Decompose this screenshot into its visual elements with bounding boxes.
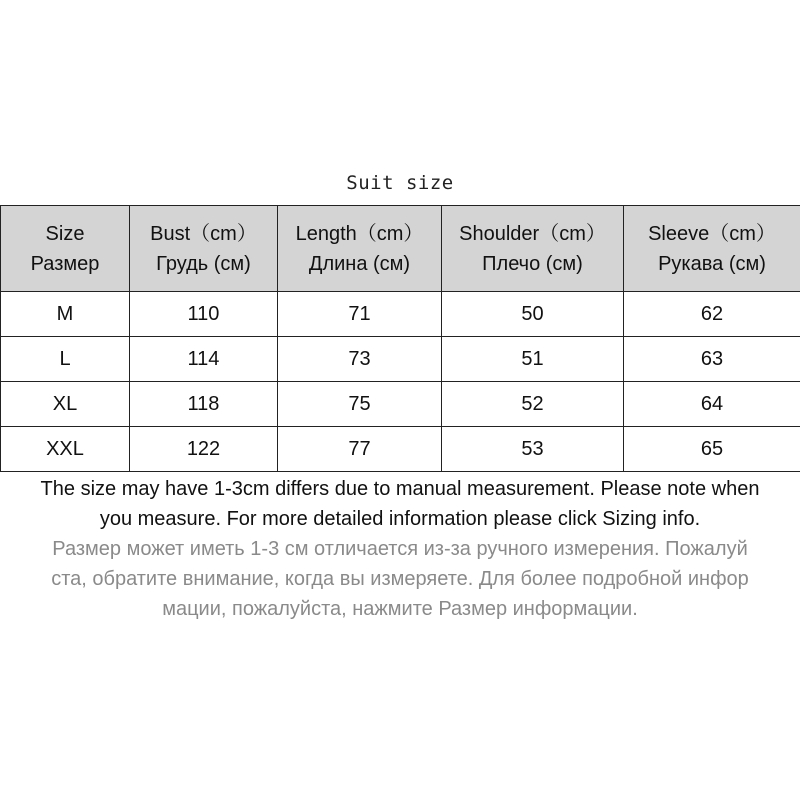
measurement-note-en bbox=[0, 474, 800, 534]
header-label-en: Shoulder（cm） bbox=[459, 222, 606, 245]
cell-sleeve: 62 bbox=[624, 292, 800, 337]
cell-bust: 114 bbox=[130, 337, 278, 382]
note-line: The size may have 1-3cm differs due to manual measurement. Please note when bbox=[40, 478, 760, 500]
cell-shoulder: 53 bbox=[442, 427, 624, 472]
header-bust bbox=[130, 206, 278, 292]
cell-shoulder: 51 bbox=[442, 337, 624, 382]
header-sleeve bbox=[624, 206, 800, 292]
header-label-ru: Грудь (см) bbox=[156, 252, 251, 275]
cell-sleeve: 65 bbox=[624, 427, 800, 472]
note-line: you measure. For more detailed information please click Sizing info. bbox=[99, 508, 701, 530]
cell-size: L bbox=[1, 337, 130, 382]
cell-sleeve: 63 bbox=[624, 337, 800, 382]
table-row bbox=[1, 427, 800, 472]
cell-size: XL bbox=[1, 382, 130, 427]
table-row bbox=[1, 382, 800, 427]
cell-size: XXL bbox=[1, 427, 130, 472]
cell-length: 75 bbox=[278, 382, 442, 427]
chart-title: Suit size bbox=[346, 172, 454, 194]
header-label-en: Bust（cm） bbox=[150, 222, 257, 245]
header-label-en: Size bbox=[45, 222, 85, 245]
cell-shoulder: 52 bbox=[442, 382, 624, 427]
cell-bust: 118 bbox=[130, 382, 278, 427]
note-line: мации, пожалуйста, нажмите Размер информации. bbox=[162, 598, 638, 620]
measurement-note-ru bbox=[0, 534, 800, 624]
cell-bust: 110 bbox=[130, 292, 278, 337]
table-row bbox=[1, 292, 800, 337]
header-label-ru: Плечо (см) bbox=[482, 252, 583, 275]
size-table bbox=[0, 205, 800, 472]
note-line: Размер может иметь 1-3 см отличается из-за ручного измерения. Пожалуй bbox=[52, 538, 748, 560]
cell-length: 73 bbox=[278, 337, 442, 382]
cell-size: M bbox=[1, 292, 130, 337]
header-label-en: Length（cm） bbox=[295, 222, 424, 245]
cell-bust: 122 bbox=[130, 427, 278, 472]
header-label-en: Sleeve（cm） bbox=[648, 222, 776, 245]
header-shoulder bbox=[442, 206, 624, 292]
cell-length: 77 bbox=[278, 427, 442, 472]
cell-sleeve: 64 bbox=[624, 382, 800, 427]
header-length bbox=[278, 206, 442, 292]
header-label-ru: Рукава (см) bbox=[658, 252, 766, 275]
note-line: ста, обратите внимание, когда вы измеряете. Для более подробной инфор bbox=[51, 568, 749, 590]
table-row bbox=[1, 337, 800, 382]
cell-length: 71 bbox=[278, 292, 442, 337]
header-label-ru: Длина (см) bbox=[308, 252, 411, 275]
header-label-ru: Размер bbox=[30, 252, 100, 275]
header-size bbox=[1, 206, 130, 292]
table-header-row bbox=[1, 206, 800, 292]
cell-shoulder: 50 bbox=[442, 292, 624, 337]
